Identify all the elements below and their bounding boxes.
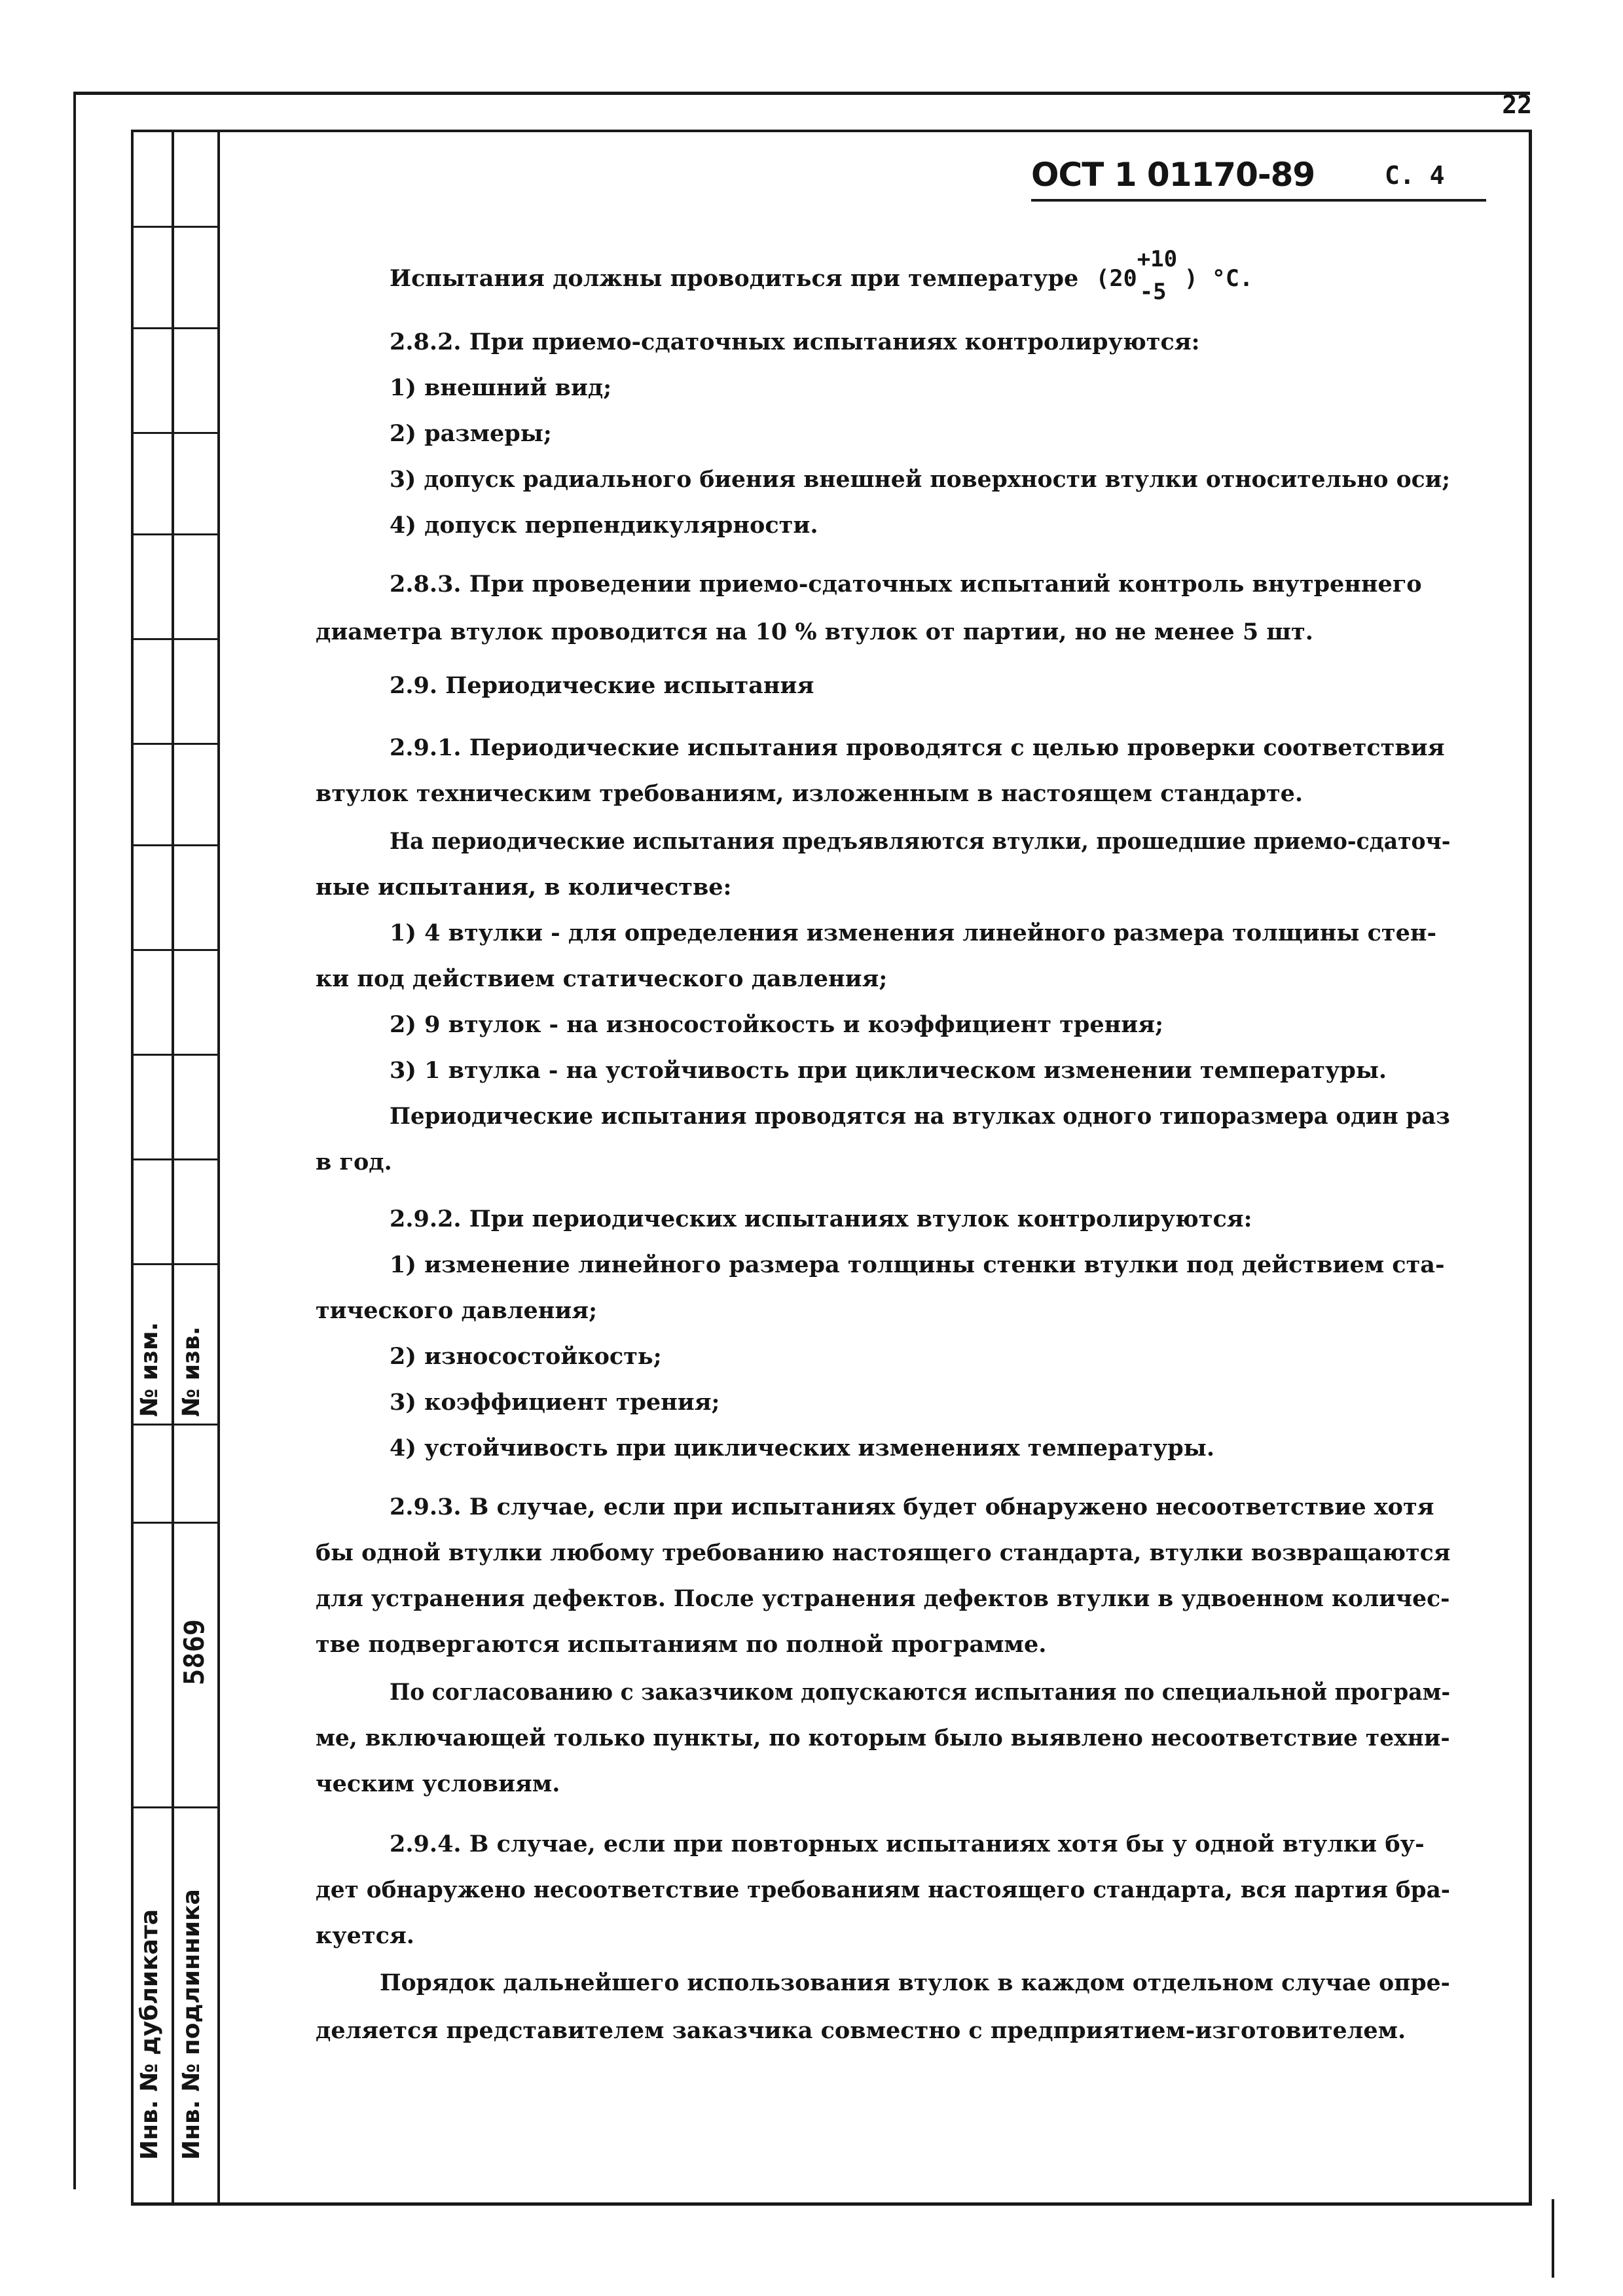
stamp-divider — [131, 1054, 220, 1056]
paragraph-line: По согласованию с заказчиком допускаются испытания по специальной програм- — [390, 1679, 1451, 1706]
list-item: 3) 1 втулка - на устойчивость при циклическом изменении температуры. — [390, 1057, 1387, 1084]
stamp-podlinnik-number: 5869 — [178, 1619, 210, 1685]
frame-top — [73, 92, 1530, 95]
stamp-izm-label: № изм. — [136, 1321, 163, 1417]
paragraph-2-8-2: 2.8.2. При приемо-сдаточных испытаниях контролируются: — [390, 329, 1200, 355]
stamp-divider — [131, 1263, 220, 1265]
stamp-izv-label: № изв. — [178, 1326, 205, 1417]
tolerance-upper: +10 — [1137, 246, 1178, 272]
list-item: 2) 9 втулок - на износостойкость и коэффициент трения; — [390, 1011, 1164, 1038]
stamp-podlinnik-label: Инв. № подлинника — [178, 1889, 205, 2160]
paragraph-2-8-3: 2.8.3. При проведении приемо-сдаточных испытаний контроль внутреннего — [390, 571, 1422, 598]
stamp-divider — [131, 533, 220, 535]
paragraph-line: деляется представителем заказчика совместно с предприятием-изготовителем. — [316, 2017, 1406, 2044]
list-item: 1) 4 втулки - для определения изменения линейного размера толщины стен- — [390, 920, 1436, 946]
paragraph-line: диаметра втулок проводится на 10 % втулок от партии, но не менее 5 шт. — [316, 619, 1313, 645]
list-item: 4) устойчивость при циклических изменениях температуры. — [390, 1435, 1214, 1462]
frame-bottom — [131, 2202, 1532, 2206]
temperature-value: (20 +10 -5 ) °С. — [1095, 246, 1254, 305]
header-underline — [1031, 199, 1486, 202]
sheet-number: С. 4 — [1385, 161, 1445, 190]
stamp-divider — [131, 844, 220, 846]
paragraph-line: куется. — [316, 1922, 414, 1949]
stamp-divider — [131, 1424, 220, 1426]
list-item-continuation: ки под действием статического давления; — [316, 965, 888, 992]
paragraph-line: тве подвергаются испытаниям по полной программе. — [316, 1631, 1047, 1658]
stamp-divider — [131, 226, 220, 228]
stamp-divider — [131, 1806, 220, 1808]
paragraph-line: Порядок дальнейшего использования втулок в каждом отдельном случае опре- — [380, 1969, 1450, 1996]
list-item: 1) внешний вид; — [390, 374, 612, 401]
paragraph-line: ные испытания, в количестве: — [316, 874, 732, 901]
paragraph-line: бы одной втулки любому требованию настоящего стандарта, втулки возвращаются — [316, 1539, 1451, 1566]
frame-right — [1529, 130, 1532, 2204]
tolerance-lower: -5 — [1139, 279, 1167, 305]
paragraph-line: в год. — [316, 1149, 392, 1175]
paragraph-2-9-4: 2.9.4. В случае, если при повторных испытаниях хотя бы у одной втулки бу- — [390, 1831, 1425, 1857]
list-item: 2) износостойкость; — [390, 1343, 662, 1370]
paragraph-2-9-2: 2.9.2. При периодических испытаниях втулок контролируются: — [390, 1206, 1252, 1232]
frame-left-col1 — [131, 130, 134, 2206]
stamp-divider — [131, 949, 220, 951]
stamp-divider — [131, 1158, 220, 1160]
list-item: 3) допуск радиального биения внешней поверхности втулки относительно оси; — [390, 466, 1450, 493]
list-item: 1) изменение линейного размера толщины стенки втулки под действием ста- — [390, 1251, 1445, 1278]
stamp-divider — [131, 638, 220, 640]
paragraph-line: для устранения дефектов. После устранения дефектов втулки в удвоенном количес- — [316, 1585, 1450, 1612]
paragraph-line: втулок техническим требованиям, изложенным в настоящем стандарте. — [316, 780, 1304, 807]
document-header — [1031, 156, 1486, 195]
page-number: 22 — [1502, 90, 1532, 119]
stamp-divider — [131, 1522, 220, 1524]
document-code: ОСТ 1 01170-89 — [1031, 156, 1315, 194]
paragraph-2-9-3: 2.9.3. В случае, если при испытаниях будет обнаружено несоответствие хотя — [390, 1494, 1434, 1520]
frame-left-outer — [73, 92, 76, 2189]
stamp-divider — [131, 327, 220, 329]
paragraph-line: На периодические испытания предъявляются втулки, прошедшие приемо-сдаточ- — [390, 828, 1451, 855]
paragraph-line: Периодические испытания проводятся на втулках одного типоразмера один раз — [390, 1103, 1450, 1130]
section-2-9-heading: 2.9. Периодические испытания — [390, 672, 814, 699]
frame-left-col2 — [172, 130, 174, 2206]
frame-top-inner — [131, 130, 1532, 132]
stamp-divider — [131, 743, 220, 745]
paragraph-line: дет обнаружено несоответствие требованиям настоящего стандарта, вся партия бра- — [316, 1876, 1450, 1903]
temperature-text: Испытания должны проводиться при температуре — [390, 265, 1079, 292]
list-item: 3) коэффициент трения; — [390, 1389, 720, 1416]
stamp-divider — [131, 432, 220, 434]
list-item: 4) допуск перпендикулярности. — [390, 512, 818, 539]
frame-right-tail — [1552, 2199, 1554, 2278]
temperature-line — [390, 246, 1254, 305]
stamp-dublikat-label: Инв. № дубликата — [136, 1909, 163, 2160]
paragraph-2-9-1: 2.9.1. Периодические испытания проводятся с целью проверки соответствия — [390, 734, 1445, 761]
paragraph-line: ме, включающей только пункты, по которым было выявлено несоответствие техни- — [316, 1725, 1450, 1751]
frame-left-col3 — [217, 130, 220, 2206]
paragraph-line: ческим условиям. — [316, 1770, 560, 1797]
list-item: 2) размеры; — [390, 420, 552, 447]
list-item-continuation: тического давления; — [316, 1297, 598, 1324]
